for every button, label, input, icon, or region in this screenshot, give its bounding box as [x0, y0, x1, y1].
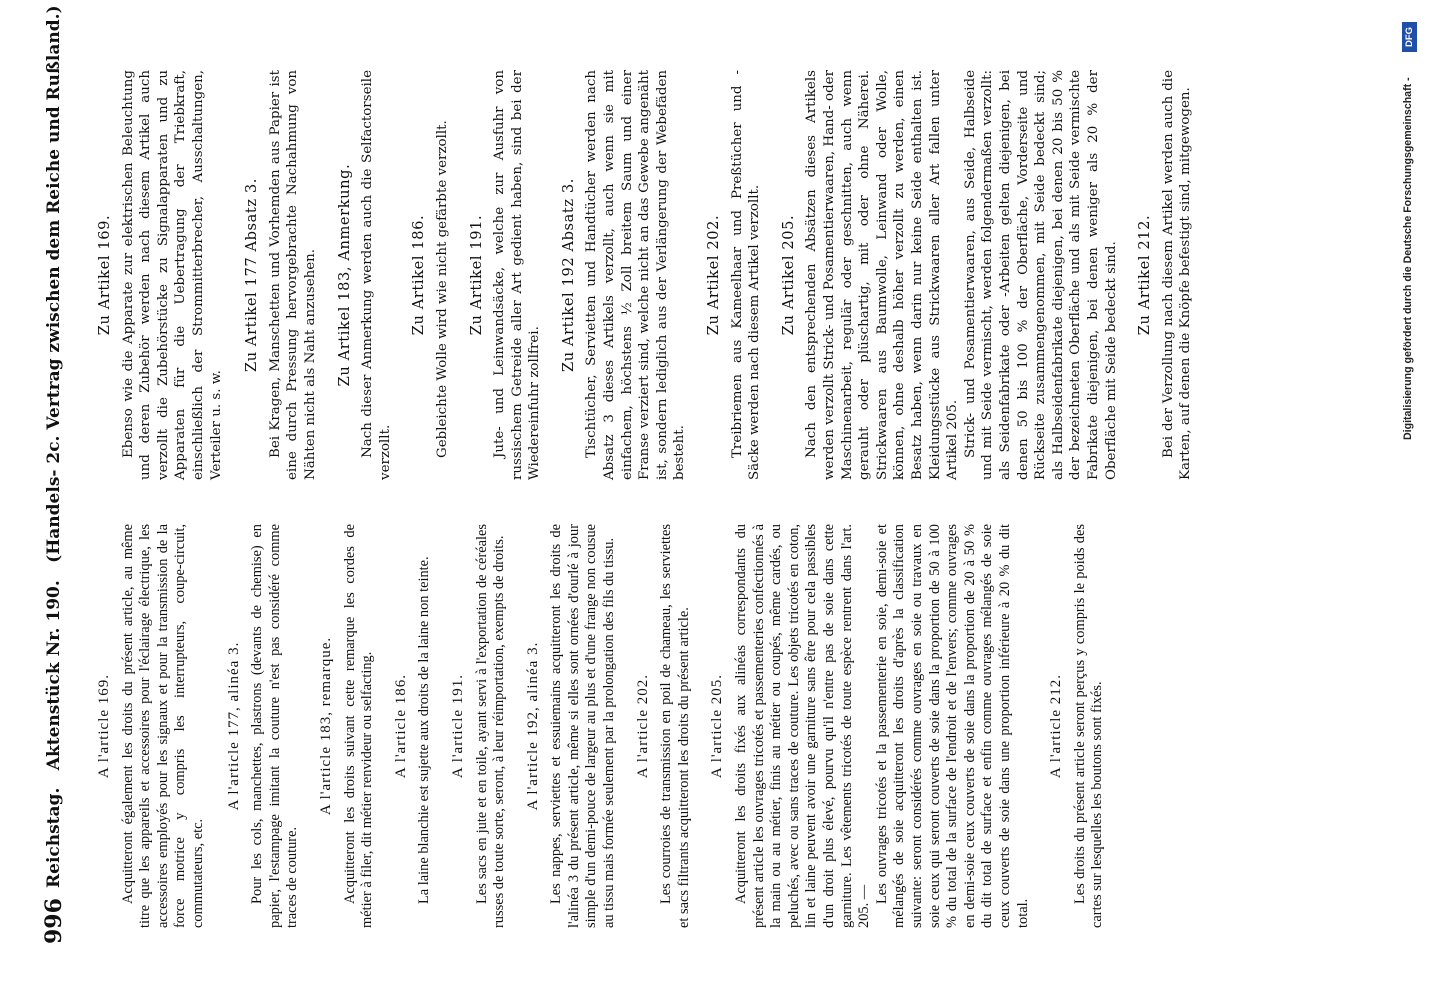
section-heading: Zu Artikel 192 Absatz 3.	[559, 177, 577, 373]
section-paragraph: Bei Kragen, Manschetten und Vorhemden aus Papier ist eine durch Pressung hervorgebrachte Nachahmung von Nähten nicht als Naht anzusehen.	[267, 70, 318, 480]
section-heading: A l'article 191.	[449, 673, 466, 779]
running-title-middle: Aktenstück Nr. 190.	[44, 580, 64, 771]
section-paragraph: Bei der Verzollung nach diesem Artikel werden auch die Karten, auf denen die Knöpfe befestigt sind, mitgewogen.	[1160, 70, 1194, 480]
section	[468, 70, 544, 480]
section-heading: Zu Artikel 191.	[467, 214, 485, 336]
running-title-left: Reichstag.	[44, 787, 64, 888]
section-paragraph: Ebenso wie die Apparate zur elektrischen Beleuchtung und deren Zubehör werden nach diesem Artikel auch verzollt die Zubehörstücke zu Signalapparaten und zu Apparaten für die Uebertragung der Triebkraft, einschließlich der Strommitterbrecher, Ausschaltungen, Verteiler u. s. w.	[120, 70, 224, 480]
section-paragraph: Les nappes, serviettes et essuiemains acquitteront les droits de l'alinéa 3 du présent article, même si elles sont ornées d'ourlé à jour simple d'un demi-pouce de largeur au plus et d'une frange non cousue au tissu mais formée seulement par la prolongation des fils du tissu.	[548, 524, 618, 928]
digitization-credit	[1402, 20, 1422, 440]
credit-text: Digitalisierung gefördert durch die Deutsche Forschungsgemeinschaft -	[1402, 77, 1414, 440]
section-paragraph: Tischtücher, Servietten und Handtücher werden nach Absatz 3 dieses Artikels verzollt, auch wenn sie mit einfachem, höchstens ½ Zoll breitem Saum und einer Franse verziert sind, welche nicht an das Gewebe angenäht ist, sondern lediglich aus der Verlängerung der Webefäden besteht.	[584, 70, 688, 480]
section-paragraph: Treibriemen aus Kameelhaar und Preßtücher und -Säcke werden nach diesem Artikel verzollt.	[729, 70, 763, 480]
section-heading: Zu Artikel 177 Absatz 3.	[243, 177, 261, 373]
section-paragraph: Strick- und Posamentierwaaren, aus Seide, Halbseide und mit Seide vermischt, werden folgendermaßen verzollt: als Seidenfabrikate oder -Arbeiten gelten diejenigen, bei denen 50 bis 100 % der Oberfläche, Vorderseite und Rückseite zusammengenommen, mit Seide bedeckt sind; als Halbseidenfabrikate diejenigen, bei denen 20 bis 50 % der bezeichneten Oberfläche und als mit Seide vermischte Fabrikate diejenigen, bei denen weniger als 20 % der Oberfläche mit Seide bedeckt sind.	[962, 70, 1119, 480]
section	[709, 524, 1032, 928]
dfg-logo-badge: DFG	[1402, 22, 1417, 52]
section-heading: Zu Artikel 186.	[410, 214, 428, 336]
section-heading: Zu Artikel 212.	[1136, 214, 1154, 336]
section-paragraph: Nach dieser Anmerkung werden auch die Selfactorseile verzollt.	[360, 70, 393, 480]
section-heading: A l'article 183, remarque.	[317, 636, 334, 816]
section	[336, 70, 395, 480]
section	[96, 70, 225, 480]
section-heading: Zu Artikel 202.	[705, 214, 723, 336]
section	[705, 70, 764, 480]
section-heading: A l'article 169.	[96, 673, 112, 779]
section	[226, 524, 302, 928]
section	[1136, 70, 1195, 480]
section-paragraph: Les sacs en jute et en toile, ayant servi à l'exportation de céréales russes de toute sorte, seront, à leur réimportation, exempts de droits.	[473, 524, 508, 928]
section	[243, 70, 319, 480]
section-paragraph: Acquitteront également les droits du présent article, au même titre que les appareils et accessoires pour l'éclairage électrique, les accessoires employés pour les signaux et pour la transmission de la force motrice y compris les interrupteurs, coupe-circuit, commutateurs, etc.	[119, 524, 206, 928]
page-header	[35, 5, 75, 948]
section-heading: A l'article 192, alinéa 3.	[524, 641, 541, 811]
running-title-right: (Handels- 2c. Vertrag zwischen dem Reiche und Rußland.)	[44, 5, 64, 563]
german-column	[96, 70, 1195, 480]
section-heading: Zu Artikel 183, Anmerkung.	[335, 163, 353, 387]
section-heading: Zu Artikel 169.	[96, 214, 113, 336]
french-column	[96, 524, 1107, 928]
section-heading: A l'article 202.	[634, 673, 651, 779]
section	[525, 524, 619, 928]
running-title	[44, 5, 64, 888]
section-paragraph: Les ouvrages tricotés et la passementerie en soie, demi-soie et mélangés de soie acquitteront les droits d'après la classification suivante: seront considérés comme ouvrages en soie ou travaux en soie ceux qui seront couverts de soie dans la proportion de 50 à 100 % du total de la surface de l'endroit et de l'envers; comme ouvrages en demi-soie ceux couverts de soie dans la proportion de 20 à 50 % du dit total de surface et enfin comme ouvrages mélangés de soie ceux couverts de soie dans une proportion inférieure à 20 % du dit total.	[873, 524, 1031, 928]
section-paragraph: Jute- und Leinwandsäcke, welche zur Ausfuhr von russischem Getreide aller Art gedient haben, sind bei der Wiedereinfuhr zollfrei.	[492, 70, 543, 480]
section-paragraph: Gebleichte Wolle wird wie nicht gefärbte verzollt.	[434, 120, 450, 458]
section-heading: A l'article 186.	[392, 673, 409, 779]
section	[393, 524, 434, 928]
section	[1048, 524, 1107, 928]
section-paragraph: Les droits du présent article seront perçus y compris le poids des cartes sur lesquelles les boutons sont fixés.	[1071, 524, 1106, 928]
section	[560, 70, 689, 480]
section-paragraph: Nach den entsprechenden Absätzen dieses Artikels werden verzollt Strick- und Posamentierwaaren, Hand- oder Maschinenarbeit, regulär oder geschnitten, auch wenn gerauht oder plüschartig, mit oder ohne Näherei. Strickwaaren aus Baumwolle, Leinwand oder Wolle, können, ohne deshalb höher verzollt zu werden, einen Besatz haben, wenn darin nur keine Seide enthalten ist. Kleidungsstücke aus Strickwaaren aller Art fallen unter Artikel 205.	[804, 70, 961, 480]
page-number: 996	[41, 898, 67, 944]
section	[450, 524, 509, 928]
section-heading: A l'article 212.	[1048, 673, 1065, 779]
section-paragraph: Acquitteront les droits suivant cette remarque les cordes de métier à filer, dit métier renvideur ou selfacting.	[341, 524, 376, 928]
section-paragraph: Pour les cols, manchettes, plastrons (devants de chemise) en papier, l'estampage imitant la couture n'est pas considéré comme traces de couture.	[249, 524, 301, 928]
section-heading: Zu Artikel 205.	[779, 214, 797, 336]
section	[635, 524, 694, 928]
section-paragraph: Les courroies de transmission en poil de chameau, les serviettes et sacs filtrants acquitteront les droits du présent article.	[658, 524, 692, 928]
section-paragraph: La laine blanchie est sujette aux droits de la laine non teinte.	[416, 556, 433, 904]
section	[780, 70, 1120, 480]
section-paragraph: Acquitteront les droits fixés aux alinéas correspondants du présent article les ouvrages tricotés et passementeries confectionnés à la main ou au métier, finis au métier ou coupés, même cardés, ou peluchés, avec ou sans traces de couture. Les objets tricotés en coton, lin et laine peuvent avoir une garniture sans être pour cela passibles d'un droit plus élevé, pourvu qu'il n'entre pas de soie dans cette garniture. Les vêtements tricotés de toute espèce rentrent dans l'art. 205. —	[733, 524, 873, 928]
section-heading: A l'article 205.	[709, 673, 726, 779]
section	[410, 70, 451, 480]
section	[318, 524, 377, 928]
section-heading: A l'article 177, alinéa 3.	[225, 641, 242, 811]
section	[96, 524, 208, 928]
